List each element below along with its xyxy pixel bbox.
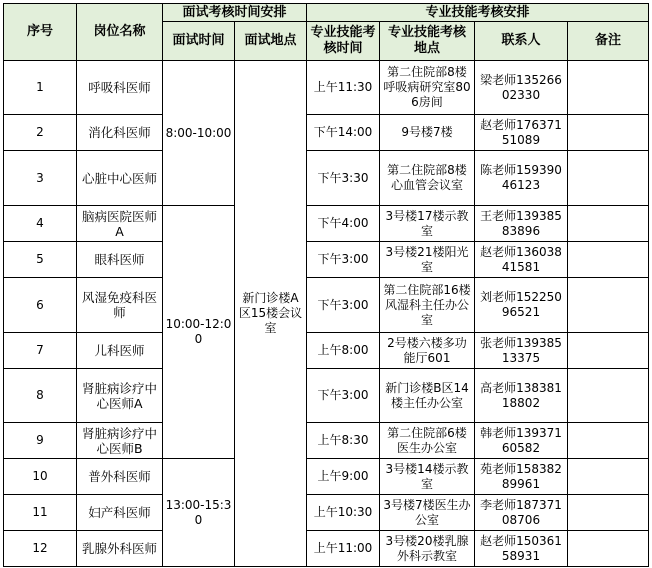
row-seq: 9 bbox=[4, 423, 77, 459]
row-skill-time: 下午14:00 bbox=[307, 115, 380, 151]
row-position: 呼吸科医师 bbox=[77, 61, 163, 115]
row-seq: 3 bbox=[4, 151, 77, 206]
row-seq: 5 bbox=[4, 242, 77, 278]
row-skill-time: 上午9:00 bbox=[307, 459, 380, 495]
row-remark bbox=[568, 423, 649, 459]
row-contact: 张老师13938513375 bbox=[475, 333, 568, 369]
table-row bbox=[4, 242, 649, 278]
row-skill-time: 下午3:00 bbox=[307, 242, 380, 278]
row-remark bbox=[568, 278, 649, 333]
row-position: 肾脏病诊疗中心医师A bbox=[77, 369, 163, 423]
interview-time-morning: 8:00-10:00 bbox=[163, 61, 235, 206]
row-remark bbox=[568, 459, 649, 495]
row-remark bbox=[568, 242, 649, 278]
interview-time-afternoon: 13:00-15:30 bbox=[163, 459, 235, 567]
interview-place: 新门诊楼A区15楼会议室 bbox=[235, 61, 307, 567]
row-remark bbox=[568, 531, 649, 567]
row-skill-time: 下午3:00 bbox=[307, 369, 380, 423]
row-contact: 梁老师13526602330 bbox=[475, 61, 568, 115]
header-skill-group: 专业技能考核安排 bbox=[307, 4, 649, 22]
row-position: 乳腺外科医师 bbox=[77, 531, 163, 567]
row-contact: 韩老师13937160582 bbox=[475, 423, 568, 459]
row-seq: 7 bbox=[4, 333, 77, 369]
table-row bbox=[4, 61, 649, 115]
header-contact: 联系人 bbox=[475, 22, 568, 61]
row-seq: 1 bbox=[4, 61, 77, 115]
header-seq: 序号 bbox=[4, 4, 77, 61]
header-skill-place: 专业技能考核地点 bbox=[380, 22, 475, 61]
row-skill-place: 3号楼21楼阳光室 bbox=[380, 242, 475, 278]
row-seq: 12 bbox=[4, 531, 77, 567]
table-row bbox=[4, 531, 649, 567]
table-row bbox=[4, 495, 649, 531]
table-row bbox=[4, 151, 649, 206]
header-interview-time: 面试时间 bbox=[163, 22, 235, 61]
row-seq: 2 bbox=[4, 115, 77, 151]
row-skill-time: 下午4:00 bbox=[307, 206, 380, 242]
row-skill-place: 第二住院部8楼呼吸病研究室806房间 bbox=[380, 61, 475, 115]
row-remark bbox=[568, 369, 649, 423]
row-remark bbox=[568, 115, 649, 151]
row-position: 肾脏病诊疗中心医师B bbox=[77, 423, 163, 459]
table-row bbox=[4, 206, 649, 242]
row-remark bbox=[568, 151, 649, 206]
table-row bbox=[4, 333, 649, 369]
header-interview-group: 面试考核时间安排 bbox=[163, 4, 307, 22]
row-position: 风湿免疫科医师 bbox=[77, 278, 163, 333]
interview-time-late-morning: 10:00-12:00 bbox=[163, 206, 235, 459]
row-skill-time: 上午11:00 bbox=[307, 531, 380, 567]
row-skill-place: 新门诊楼B区14楼主任办公室 bbox=[380, 369, 475, 423]
row-skill-place: 第二住院部8楼心血管会议室 bbox=[380, 151, 475, 206]
row-contact: 苑老师15838289961 bbox=[475, 459, 568, 495]
row-remark bbox=[568, 206, 649, 242]
row-skill-place: 3号楼20楼乳腺外科示教室 bbox=[380, 531, 475, 567]
row-skill-place: 第二住院部16楼风湿科主任办公室 bbox=[380, 278, 475, 333]
table-row bbox=[4, 459, 649, 495]
row-contact: 王老师13938583896 bbox=[475, 206, 568, 242]
row-remark bbox=[568, 495, 649, 531]
table-row bbox=[4, 278, 649, 333]
row-skill-time: 上午8:00 bbox=[307, 333, 380, 369]
row-skill-time: 上午8:30 bbox=[307, 423, 380, 459]
row-seq: 8 bbox=[4, 369, 77, 423]
row-skill-place: 9号楼7楼 bbox=[380, 115, 475, 151]
row-remark bbox=[568, 61, 649, 115]
row-skill-time: 下午3:00 bbox=[307, 278, 380, 333]
row-position: 普外科医师 bbox=[77, 459, 163, 495]
row-position: 儿科医师 bbox=[77, 333, 163, 369]
row-skill-time: 上午10:30 bbox=[307, 495, 380, 531]
row-contact: 陈老师15939046123 bbox=[475, 151, 568, 206]
row-position: 脑病医院医师A bbox=[77, 206, 163, 242]
table-row bbox=[4, 369, 649, 423]
header-interview-place: 面试地点 bbox=[235, 22, 307, 61]
header-position: 岗位名称 bbox=[77, 4, 163, 61]
row-position: 眼科医师 bbox=[77, 242, 163, 278]
header-skill-time: 专业技能考核时间 bbox=[307, 22, 380, 61]
row-remark bbox=[568, 333, 649, 369]
row-seq: 11 bbox=[4, 495, 77, 531]
row-skill-place: 3号楼14楼示教室 bbox=[380, 459, 475, 495]
row-contact: 赵老师17637151089 bbox=[475, 115, 568, 151]
row-skill-place: 3号楼7楼医生办公室 bbox=[380, 495, 475, 531]
row-contact: 赵老师15036158931 bbox=[475, 531, 568, 567]
row-seq: 4 bbox=[4, 206, 77, 242]
row-seq: 10 bbox=[4, 459, 77, 495]
row-position: 心脏中心医师 bbox=[77, 151, 163, 206]
row-contact: 高老师13838118802 bbox=[475, 369, 568, 423]
table-row bbox=[4, 423, 649, 459]
table-row bbox=[4, 115, 649, 151]
row-skill-place: 第二住院部6楼医生办公室 bbox=[380, 423, 475, 459]
row-seq: 6 bbox=[4, 278, 77, 333]
schedule-table bbox=[3, 3, 649, 567]
row-skill-time: 上午11:30 bbox=[307, 61, 380, 115]
row-position: 妇产科医师 bbox=[77, 495, 163, 531]
row-contact: 刘老师15225096521 bbox=[475, 278, 568, 333]
row-skill-time: 下午3:30 bbox=[307, 151, 380, 206]
row-position: 消化科医师 bbox=[77, 115, 163, 151]
row-contact: 赵老师13603841581 bbox=[475, 242, 568, 278]
row-skill-place: 2号楼六楼多功能厅601 bbox=[380, 333, 475, 369]
row-contact: 李老师18737108706 bbox=[475, 495, 568, 531]
row-skill-place: 3号楼17楼示教室 bbox=[380, 206, 475, 242]
header-remark: 备注 bbox=[568, 22, 649, 61]
